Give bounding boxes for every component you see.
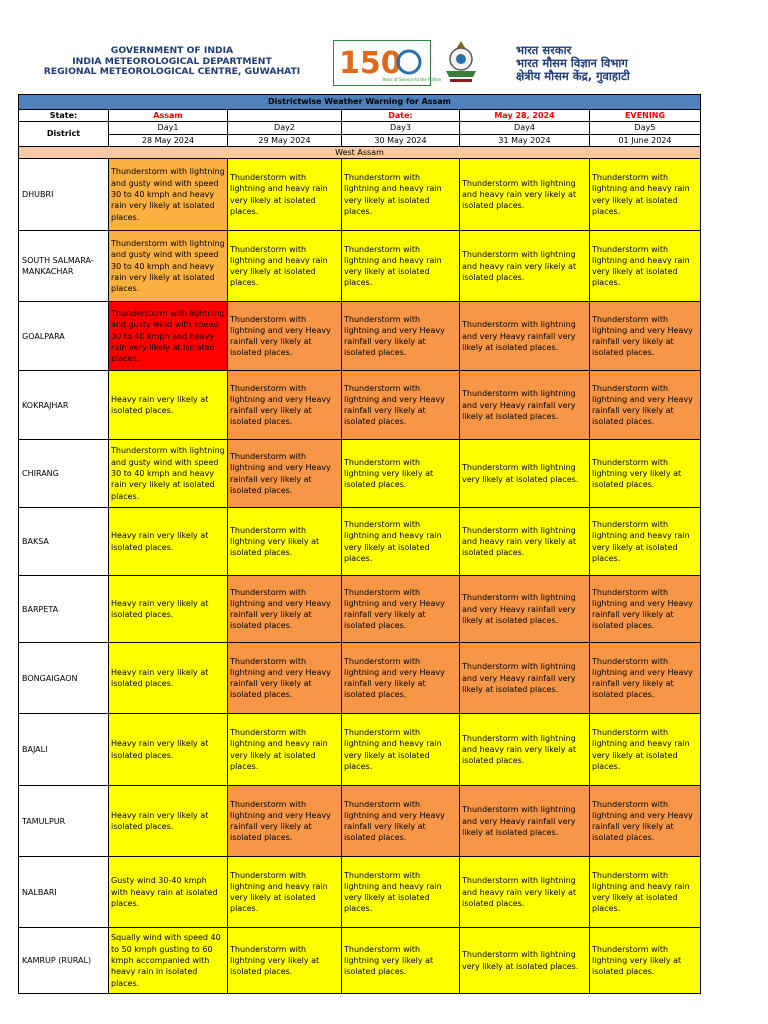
warning-cell: Squally wind with speed 40 to 50 kmph gusting to 60 kmph accompanied with heavy rain in isolated places. [109, 928, 228, 994]
warning-cell: Thunderstorm with lightning and gusty wind with speed 30 to 40 kmph and heavy rain very likely at isolated places. [109, 302, 228, 371]
day-date: 01 June 2024 [590, 134, 701, 146]
warning-cell: Thunderstorm with lightning and very Heavy rainfall very likely at isolated places. [228, 786, 342, 857]
district-name: BARPETA [19, 576, 109, 643]
warning-cell: Thunderstorm with lightning and very Heavy rainfall very likely at isolated places. [460, 371, 590, 440]
warning-cell: Thunderstorm with lightning and heavy rain very likely at isolated places. [460, 714, 590, 786]
warning-cell: Thunderstorm with lightning very likely at isolated places. [228, 928, 342, 994]
district-name: BONGAIGAON [19, 643, 109, 714]
state-row [19, 110, 701, 122]
date-value: May 28, 2024 [460, 110, 590, 122]
warning-cell: Heavy rain very likely at isolated places. [109, 786, 228, 857]
warning-cell: Thunderstorm with lightning and heavy rain very likely at isolated places. [460, 857, 590, 928]
warning-cell: Thunderstorm with lightning and heavy rain very likely at isolated places. [590, 159, 701, 231]
header-hindi-rmc: क्षेत्रीय मौसम केंद्र, गुवाहाटी [516, 69, 630, 83]
logo-150-icon [337, 43, 442, 83]
table-row [19, 508, 701, 576]
warning-cell: Thunderstorm with lightning and very Heavy rainfall very likely at isolated places. [590, 302, 701, 371]
district-name: GOALPARA [19, 302, 109, 371]
header-right-block [516, 44, 676, 83]
warning-cell: Thunderstorm with lightning and gusty wind with speed 30 to 40 kmph and heavy rain very likely at isolated places. [109, 159, 228, 231]
table-row [19, 928, 701, 994]
warning-cell: Thunderstorm with lightning and heavy rain very likely at isolated places. [460, 508, 590, 576]
warning-cell: Thunderstorm with lightning and heavy rain very likely at isolated places. [228, 159, 342, 231]
district-name: SOUTH SALMARA-MANKACHAR [19, 231, 109, 302]
logo-150-numeral: 150 [339, 46, 402, 81]
warning-cell: Thunderstorm with lightning and very Heavy rainfall very likely at isolated places. [228, 643, 342, 714]
day-date: 31 May 2024 [460, 134, 590, 146]
day-row [19, 122, 701, 134]
warning-cell: Gusty wind 30-40 kmph with heavy rain at isolated places. [109, 857, 228, 928]
warning-cell: Heavy rain very likely at isolated places. [109, 576, 228, 643]
table-row [19, 302, 701, 371]
warning-cell: Thunderstorm with lightning and very Heavy rainfall very likely at isolated places. [460, 302, 590, 371]
warning-cell: Heavy rain very likely at isolated places. [109, 643, 228, 714]
date-row [19, 134, 701, 146]
state-value: Assam [109, 110, 228, 122]
day-date: 28 May 2024 [109, 134, 228, 146]
warning-cell: Heavy rain very likely at isolated places. [109, 714, 228, 786]
warning-cell: Thunderstorm with lightning and very Heavy rainfall very likely at isolated places. [590, 576, 701, 643]
state-label: State: [19, 110, 109, 122]
district-name: BAJALI [19, 714, 109, 786]
warning-cell: Thunderstorm with lightning and heavy rain very likely at isolated places. [342, 508, 460, 576]
table-title-row [19, 95, 701, 110]
day-label: Day2 [228, 122, 342, 134]
warning-cell: Thunderstorm with lightning and heavy rain very likely at isolated places. [590, 231, 701, 302]
day-label: Day5 [590, 122, 701, 134]
district-name: BAKSA [19, 508, 109, 576]
warning-cell: Thunderstorm with lightning and heavy rain very likely at isolated places. [342, 159, 460, 231]
warning-cell: Thunderstorm with lightning and very Heavy rainfall very likely at isolated places. [590, 371, 701, 440]
warning-cell: Thunderstorm with lightning and heavy rain very likely at isolated places. [590, 857, 701, 928]
warning-cell: Heavy rain very likely at isolated places. [109, 508, 228, 576]
table-row [19, 643, 701, 714]
region-label: West Assam [19, 146, 701, 158]
district-name: TAMULPUR [19, 786, 109, 857]
warning-cell: Thunderstorm with lightning and very Heavy rainfall very likely at isolated places. [228, 302, 342, 371]
table-row [19, 714, 701, 786]
warning-cell: Thunderstorm with lightning and very Heavy rainfall very likely at isolated places. [342, 786, 460, 857]
state-row-blank [228, 110, 342, 122]
warning-cell: Thunderstorm with lightning and very Heavy rainfall very likely at isolated places. [590, 786, 701, 857]
table-title: Districtwise Weather Warning for Assam [19, 95, 701, 110]
date-label: Date: [342, 110, 460, 122]
warning-cell: Thunderstorm with lightning and very Heavy rainfall very likely at isolated places. [460, 643, 590, 714]
warning-cell: Thunderstorm with lightning and very Heavy rainfall very likely at isolated places. [228, 576, 342, 643]
warning-cell: Thunderstorm with lightning and gusty wind with speed 30 to 40 kmph and heavy rain very likely at isolated places. [109, 231, 228, 302]
day-date: 30 May 2024 [342, 134, 460, 146]
district-name: KAMRUP (RURAL) [19, 928, 109, 994]
header-line-govt: GOVERNMENT OF INDIA [110, 45, 234, 56]
warning-cell: Thunderstorm with lightning very likely at isolated places. [460, 928, 590, 994]
warning-cell: Thunderstorm with lightning and very Heavy rainfall very likely at isolated places. [460, 786, 590, 857]
warning-cell: Thunderstorm with lightning and heavy rain very likely at isolated places. [460, 231, 590, 302]
table-row [19, 786, 701, 857]
district-name: CHIRANG [19, 440, 109, 508]
header-line-imd: INDIA METEOROLOGICAL DEPARTMENT [72, 55, 272, 67]
header-hindi-govt: भारत सरकार [516, 43, 572, 57]
table-row [19, 857, 701, 928]
warning-cell: Thunderstorm with lightning and very Heavy rainfall very likely at isolated places. [342, 371, 460, 440]
header-hindi-imd: भारत मौसम विज्ञान विभाग [516, 56, 628, 70]
warning-cell: Thunderstorm with lightning and heavy rain very likely at isolated places. [590, 508, 701, 576]
table-row [19, 159, 701, 231]
warning-cell: Thunderstorm with lightning and heavy rain very likely at isolated places. [590, 714, 701, 786]
warning-cell: Thunderstorm with lightning and gusty wind with speed 30 to 40 kmph and heavy rain very likely at isolated places. [109, 440, 228, 508]
header-left-block [22, 46, 322, 78]
day-date: 29 May 2024 [228, 134, 342, 146]
day-label: Day3 [342, 122, 460, 134]
header-line-rmc: REGIONAL METEOROLOGICAL CENTRE, GUWAHATI [43, 66, 301, 77]
warning-cell: Thunderstorm with lightning and heavy rain very likely at isolated places. [228, 714, 342, 786]
logo-150-caption: Years of Service to the Nation [382, 77, 442, 82]
warning-cell: Thunderstorm with lightning and heavy rain very likely at isolated places. [342, 714, 460, 786]
district-header: District [19, 122, 109, 147]
warning-cell: Thunderstorm with lightning very likely at isolated places. [228, 508, 342, 576]
warning-cell: Thunderstorm with lightning and very Heavy rainfall very likely at isolated places. [590, 643, 701, 714]
warning-cell: Thunderstorm with lightning and heavy rain very likely at isolated places. [342, 231, 460, 302]
warning-cell: Thunderstorm with lightning very likely at isolated places. [590, 440, 701, 508]
table-row [19, 440, 701, 508]
warning-cell: Thunderstorm with lightning and very Heavy rainfall very likely at isolated places. [342, 643, 460, 714]
table-row [19, 231, 701, 302]
warning-cell: Thunderstorm with lightning very likely at isolated places. [590, 928, 701, 994]
warning-cell: Thunderstorm with lightning and very Heavy rainfall very likely at isolated places. [228, 371, 342, 440]
warning-table [18, 94, 701, 994]
warning-cell: Heavy rain very likely at isolated places. [109, 371, 228, 440]
warning-cell: Thunderstorm with lightning and heavy rain very likely at isolated places. [342, 857, 460, 928]
warning-cell: Thunderstorm with lightning and very Heavy rainfall very likely at isolated places. [460, 576, 590, 643]
region-row [19, 146, 701, 158]
warning-cell: Thunderstorm with lightning and heavy rain very likely at isolated places. [228, 231, 342, 302]
warning-cell: Thunderstorm with lightning very likely at isolated places. [342, 440, 460, 508]
district-name: NALBARI [19, 857, 109, 928]
imd-emblem-icon [436, 37, 486, 85]
day-label: Day4 [460, 122, 590, 134]
district-name: DHUBRI [19, 159, 109, 231]
session-label: EVENING [590, 110, 701, 122]
warning-cell: Thunderstorm with lightning very likely at isolated places. [460, 440, 590, 508]
warning-cell: Thunderstorm with lightning and very Heavy rainfall very likely at isolated places. [228, 440, 342, 508]
warning-cell: Thunderstorm with lightning and heavy rain very likely at isolated places. [228, 857, 342, 928]
table-row [19, 371, 701, 440]
warning-cell: Thunderstorm with lightning and very Heavy rainfall very likely at isolated places. [342, 302, 460, 371]
day-label: Day1 [109, 122, 228, 134]
table-row [19, 576, 701, 643]
district-name: KOKRAJHAR [19, 371, 109, 440]
warning-cell: Thunderstorm with lightning and heavy rain very likely at isolated places. [460, 159, 590, 231]
imd-150-logo [333, 40, 442, 86]
warning-cell: Thunderstorm with lightning and very Heavy rainfall very likely at isolated places. [342, 576, 460, 643]
warning-cell: Thunderstorm with lightning very likely at isolated places. [342, 928, 460, 994]
